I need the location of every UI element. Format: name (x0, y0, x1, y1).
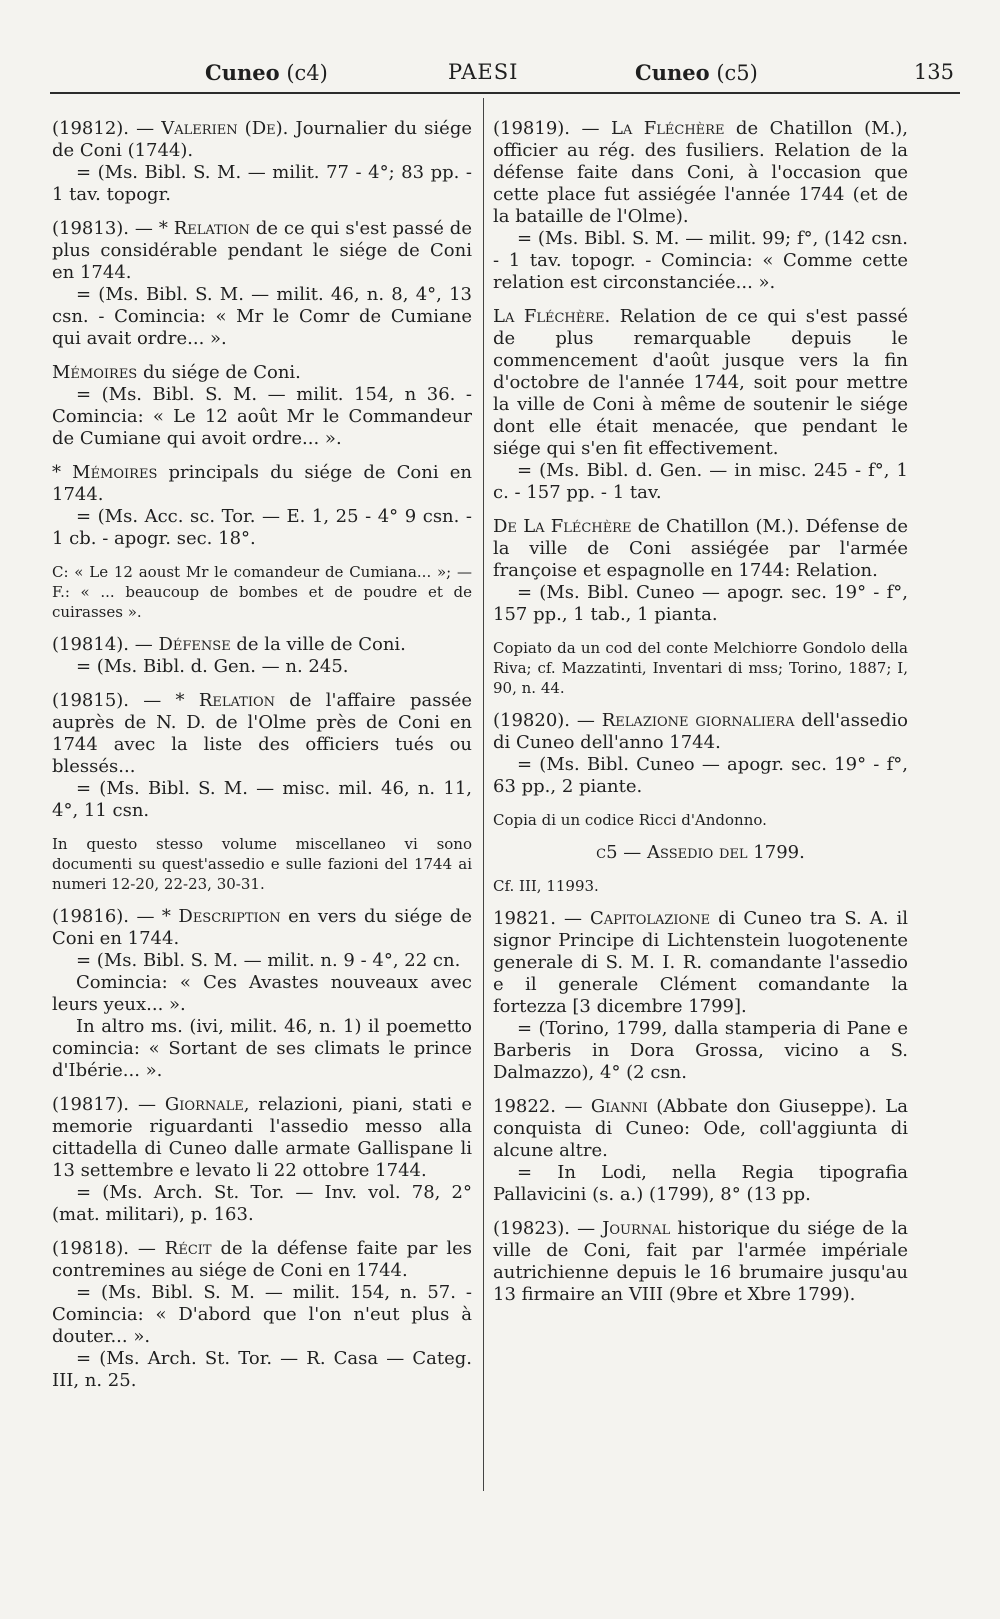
entry-title-line (493, 908, 908, 1018)
header-right-mark: (c5) (716, 61, 758, 85)
entry-source: = In Lodi, nella Regia tipografia Pallavicini (s. a.) (1799), 8° (13 pp. (493, 1162, 908, 1205)
entry-title-line (52, 634, 472, 656)
entry-source: = (Ms. Bibl. S. M. — milit. n. 9 - 4°, 22 cn. (76, 950, 461, 971)
entry-heading: Relation (198, 690, 276, 711)
bibliography-entry (493, 1096, 908, 1206)
entry-title-line (52, 462, 472, 506)
entry-note: Copia di un codice Ricci d'Andonno. (493, 811, 767, 829)
bibliography-entry (52, 362, 472, 450)
column-divider (483, 98, 484, 1491)
entry-text: (Abbate don Giuseppe). La conquista di Cuneo: Ode, coll'aggiunta di alcune altre. (493, 1096, 908, 1161)
right-column (493, 118, 908, 1318)
entry-number: (19812). — (52, 118, 162, 139)
entry-title-line (52, 218, 472, 284)
bibliography-entry (493, 516, 908, 626)
header-right (635, 60, 758, 85)
entry-text: de la ville de Coni. (230, 634, 406, 655)
bibliography-entry (52, 118, 472, 206)
entry-title-line (52, 118, 472, 162)
entry-text: dell'assedio di Cuneo dell'anno 1744. (493, 710, 908, 753)
entry-number: (19816). — * (52, 906, 179, 927)
bibliography-entry (52, 218, 472, 350)
page-header (50, 52, 960, 94)
entry-source: = (Ms. Bibl. S. M. — milit. 99; f°, (142 csn. - 1 tav. topogr. - Comincia: « Comme cette relation est circonstanciée... ». (493, 228, 908, 293)
entry-title-line (52, 906, 472, 950)
entry-text: de Chatillon (M.), officier au rég. des fusiliers. Relation de la défense faite dans Coni, à l'occasion que cette place fut assiégée l'année 1744 (et de la bataille de l'Olme). (493, 118, 908, 227)
entry-title-line (493, 118, 908, 228)
entry-text: principals du siége de Coni en 1744. (52, 462, 472, 505)
entry-number: (19813). — * (52, 218, 174, 239)
entry-heading: Défense (158, 634, 231, 655)
entry-text: historique du siége de la ville de Coni, fait par l'armée impériale autrichienne depuis le 16 brumaire jusqu'au 13 firmaire an VIII (9bre et Xbre 1799). (493, 1218, 908, 1305)
entry-title-line (493, 1096, 908, 1162)
entry-heading: Mémoires (52, 362, 138, 383)
entry-heading: De La Fléchère (493, 516, 632, 537)
entry-heading: Récit (164, 1238, 212, 1259)
entry-source: = (Torino, 1799, dalla stamperia di Pane e Barberis in Dora Grossa, vicino a S. Dalmazzo), 4° (2 csn. (493, 1018, 908, 1083)
bibliography-entry (493, 306, 908, 504)
entry-source: = (Ms. Bibl. S. M. — milit. 154, n. 57. - Comincia: « D'abord que l'on n'eut plus à douter... ». (52, 1282, 472, 1347)
entry-extra: In altro ms. (ivi, milit. 46, n. 1) il poemetto comincia: « Sortant de ses climats le prince d'Ibérie... ». (52, 1016, 472, 1081)
header-right-title: Cuneo (635, 60, 710, 85)
entry-text: di Cuneo tra S. A. il signor Principe di Lichtenstein luogotenente generale di S. M. I. R. comandante l'assedio e il generale Clément comandante la fortezza [3 dicembre 1799]. (493, 908, 908, 1017)
entry-title-line (493, 516, 908, 582)
entry-heading: Capitolazione (589, 908, 711, 929)
entry-heading: Relazione giornaliera (601, 710, 795, 731)
entry-heading: Journal (602, 1218, 671, 1239)
entry-source: = (Ms. Acc. sc. Tor. — E. 1, 25 - 4° 9 csn. - 1 cb. - apogr. sec. 18°. (52, 506, 472, 549)
bibliography-entry (493, 118, 908, 294)
entry-title-line (52, 1238, 472, 1282)
entry-text: de la défense faite par les contremines au siége de Coni en 1744. (52, 1238, 472, 1281)
bibliography-entry (52, 1238, 472, 1392)
entry-text: de ce qui s'est passé de plus considérable pendant le siége de Coni en 1744. (52, 218, 472, 283)
entry-heading: Valerien (De) (161, 118, 283, 139)
entry-note: C: « Le 12 aoust Mr le comandeur de Cumiana... »; — F.: « ... beaucoup de bombes et de poudre et de cuirasses ». (52, 563, 472, 621)
header-center-title: PAESI (448, 60, 519, 84)
entry-number: * (52, 462, 73, 483)
entry-number: (19814). — (52, 634, 159, 655)
entry-source: = (Ms. Bibl. S. M. — milit. 46, n. 8, 4°, 13 csn. - Comincia: « Mr le Comr de Cumiane qui avait ordre... ». (52, 284, 472, 349)
entry-note: Cf. III, 11993. (493, 877, 599, 895)
entry-text: . Journalier du siége de Coni (1744). (52, 118, 472, 161)
left-column (52, 118, 472, 1404)
entry-source: = (Ms. Bibl. Cuneo — apogr. sec. 19° - f°, 157 pp., 1 tab., 1 pianta. (493, 582, 908, 625)
entry-number: (19820). — (493, 710, 602, 731)
entry-source: = (Ms. Bibl. S. M. — milit. 77 - 4°; 83 pp. - 1 tav. topogr. (52, 162, 472, 205)
header-left-title: Cuneo (205, 60, 280, 85)
entry-source: = (Ms. Arch. St. Tor. — Inv. vol. 78, 2° (mat. militari), p. 163. (52, 1182, 472, 1225)
entry-number: (19818). — (52, 1238, 165, 1259)
entry-heading: La Fléchère (610, 118, 725, 139)
entry-heading: Giornale (164, 1094, 244, 1115)
entry-number: (19819). — (493, 118, 611, 139)
entry-heading: Description (178, 906, 281, 927)
entry-extra: Comincia: « Ces Avastes nouveaux avec leurs yeux... ». (52, 972, 472, 1015)
entry-number: (19815). — * (52, 690, 199, 711)
bibliography-entry (493, 710, 908, 798)
entry-heading: Relation (173, 218, 250, 239)
entry-extra: = (Ms. Arch. St. Tor. — R. Casa — Categ. III, n. 25. (52, 1348, 472, 1391)
bibliography-entry (52, 634, 472, 678)
entry-text: en vers du siége de Coni en 1744. (52, 906, 472, 949)
entry-note: In questo stesso volume miscellaneo vi sono documenti su quest'assedio e sulle fazioni del 1744 ai numeri 12-20, 22-23, 30-31. (52, 835, 472, 893)
header-left (205, 60, 328, 85)
entry-heading: La Fléchère (493, 306, 605, 327)
entry-title-line (52, 1094, 472, 1182)
entry-title-line (52, 362, 472, 384)
header-left-mark: (c4) (286, 61, 328, 85)
bibliography-entry (52, 462, 472, 550)
bibliography-entry (493, 908, 908, 1084)
entry-title-line (493, 306, 908, 460)
entry-number: 19822. — (493, 1096, 591, 1117)
entry-text: , relazioni, piani, stati e memorie riguardanti l'assedio messo alla cittadella di Cuneo dalle armate Gallispane li 13 settembre e levato li 22 ottobre 1744. (52, 1094, 472, 1181)
entry-source: = (Ms. Bibl. S. M. — misc. mil. 46, n. 11, 4°, 11 csn. (52, 778, 472, 821)
entry-source: = (Ms. Bibl. Cuneo — apogr. sec. 19° - f°, 63 pp., 2 piante. (493, 754, 908, 797)
entry-heading: Gianni (590, 1096, 648, 1117)
bibliography-entry (52, 690, 472, 822)
entry-title-line (493, 710, 908, 754)
entry-source: = (Ms. Bibl. d. Gen. — n. 245. (76, 656, 349, 677)
entry-source: = (Ms. Bibl. S. M. — milit. 154, n 36. - Comincia: « Le 12 août Mr le Commandeur de Cumiane qui avoit ordre... ». (52, 384, 472, 449)
entry-text: de l'affaire passée auprès de N. D. de l'Olme près de Coni en 1744 avec la liste des officiers tués ou blessés... (52, 690, 472, 777)
entry-note: Copiato da un cod del conte Melchiorre Gondolo della Riva; cf. Mazzatinti, Inventari di mss; Torino, 1887; I, 90, n. 44. (493, 639, 908, 697)
bibliography-entry (52, 1094, 472, 1226)
bibliography-entry (493, 1218, 908, 1306)
entry-title-line (52, 690, 472, 778)
entry-number: (19823). — (493, 1218, 603, 1239)
entry-title-line (493, 1218, 908, 1306)
entry-source: = (Ms. Bibl. d. Gen. — in misc. 245 - f°, 1 c. - 157 pp. - 1 tav. (493, 460, 908, 503)
page-number: 135 (913, 60, 954, 84)
entry-heading: Mémoires (72, 462, 158, 483)
entry-number: (19817). — (52, 1094, 165, 1115)
entry-text: . Relation de ce qui s'est passé de plus remarquable depuis le commencement d'août jusque vers la fin d'octobre de l'année 1744, soit pour mettre la ville de Coni à même de soutenir le siége dont elle était menacée, que pendant le siége qui s'en fit effectivement. (493, 306, 908, 459)
entry-number: 19821. — (493, 908, 590, 929)
section-heading: c5 — Assedio del 1799. (596, 842, 805, 863)
bibliography-entry (52, 906, 472, 1082)
entry-text: du siége de Coni. (137, 362, 301, 383)
entry-text: de Chatillon (M.). Défense de la ville de Coni assiégée par l'armée françoise et espagnolle en 1744: Relation. (493, 516, 908, 581)
